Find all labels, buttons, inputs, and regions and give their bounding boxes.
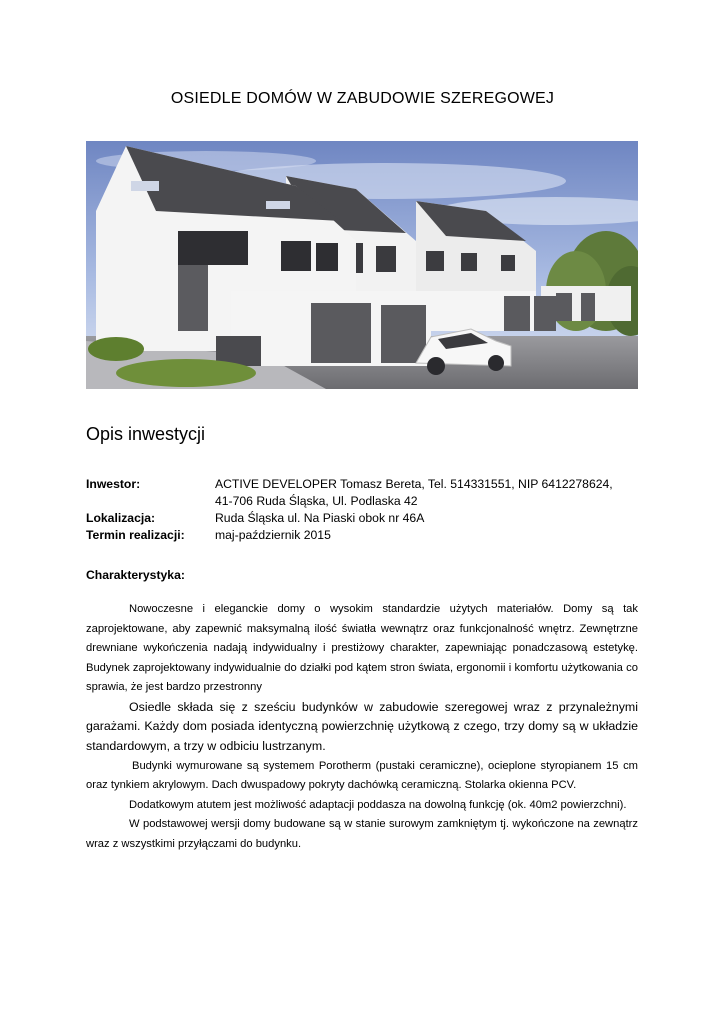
section-heading: Opis inwestycji [86,424,206,444]
term-value: maj-październik 2015 [215,528,331,542]
investor-value-line2: 41-706 Ruda Śląska, Ul. Podlaska 42 [215,494,418,508]
investor-row [86,476,646,510]
paragraph-4: Dodatkowym atutem jest możliwość adaptacji poddasza na dowolną funkcję (ok. 40m2 powierzchni). [129,798,627,811]
location-value: Ruda Śląska ul. Na Piaski obok nr 46A [215,511,425,525]
term-row [86,527,646,544]
investor-value-line1: ACTIVE DEVELOPER Tomasz Bereta, Tel. 514331551, NIP 6412278624, [215,477,613,491]
investor-label: Inwestor: [86,477,141,491]
building-illustration [86,141,638,389]
housing-estate-render [86,141,638,389]
paragraph-5: W podstawowej wersji domy budowane są w stanie surowym zamkniętym tj. wykończone na zewnątrz wraz z wszystkimi przyłączami do budynku. [86,818,638,850]
term-label: Termin realizacji: [86,528,185,542]
location-label: Lokalizacja: [86,511,156,525]
page-title: OSIEDLE DOMÓW W ZABUDOWIE SZEREGOWEJ [170,90,555,107]
characteristics-body [86,600,638,854]
paragraph-3: Budynki wymurowane są systemem Porotherm (pustaki ceramiczne), ocieplone styropianem 15 cm oraz tynkiem akrylowym. Dach dwuspadowy pokryty dachówką ceramiczną. Stolarka okienna PCV. [86,759,638,792]
investment-info [86,476,646,544]
location-row [86,510,646,527]
paragraph-1: Nowoczesne i eleganckie domy o wysokim standardzie użytych materiałów. Domy są tak zaprojektowane, aby zapewnić maksymalną ilość światła wewnątrz oraz funkcjonalność wnętrz. Zewnętrzne drewniane wykończenia nadają indywidualny i prestiżowy charakter, zapewniając ponadczasową estetykę. Budynek zaprojektowany indywidualnie do działki pod kątem stron świata, ergonomii i komfortu użytkowania co sprawia, że jest bardzo przestronny [86,603,638,693]
characteristics-heading: Charakterystyka: [86,568,185,582]
paragraph-2: Osiedle składa się z sześciu budynków w zabudowie szeregowej wraz z przynależnymi garażami. Każdy dom posiada identyczną powierzchnię użytkową z czego, trzy domy są w układzie standardowym, a trzy w odbiciu lustrzanym. [86,699,638,754]
